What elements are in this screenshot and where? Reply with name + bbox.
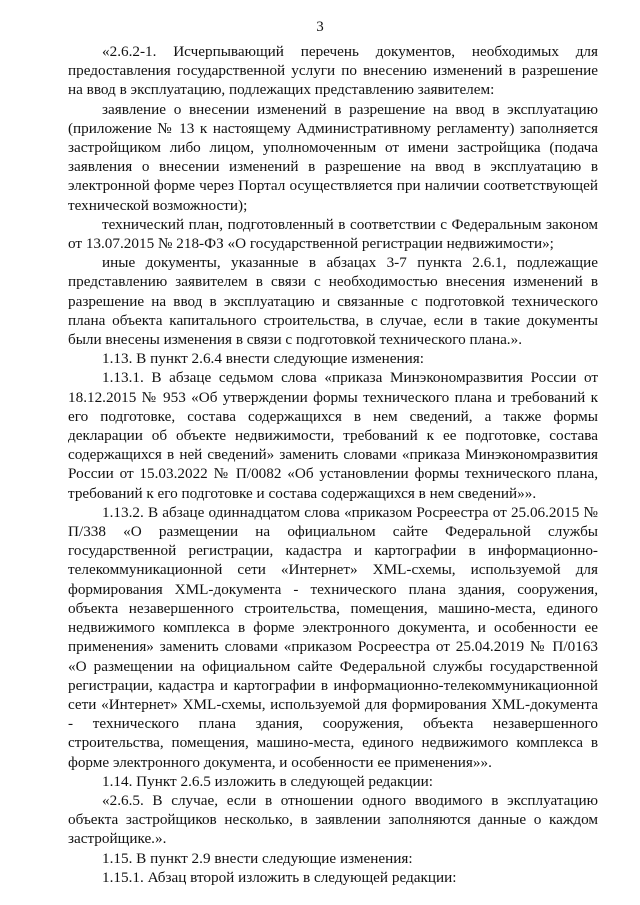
paragraph-1-15-1: 1.15.1. Абзац второй изложить в следующей редакции: <box>102 868 457 886</box>
paragraph-1-15: 1.15. В пункт 2.9 внести следующие изменения: <box>102 849 413 867</box>
paragraph-technical-plan: технический план, подготовленный в соответствии с Федеральным законом от 13.07.2015 № 218-ФЗ «О государственной регистрации недвижимости»; <box>68 215 598 253</box>
paragraph-other-documents: иные документы, указанные в абзацах 3-7 пункта 2.6.1, подлежащие представлению заявителем в связи с необходимостью внесения изменений в разрешение на ввод в эксплуатацию и связанные с подготовкой технического плана объекта капитального строительства, в случае, если в такие документы были внесены изменения в связи с подготовкой технического плана.». <box>68 254 598 349</box>
paragraph-1-13-2: 1.13.2. В абзаце одиннадцатом слова «приказом Росреестра от 25.06.2015 № П/338 «О размещении на официальном сайте Федеральной службы государственной регистрации, кадастра и картографии в информационно-телекоммуникационной сети «Интернет» XML-схемы, используемой для формирования XML-документа - технического плана здания, сооружения, объекта незавершенного строительства, помещения, машино-места, единого недвижимого комплекса в форме электронного документа, и особенности ее применения» заменить словами «приказом Росреестра от 25.04.2019 № П/0163 «О размещении на официальном сайте Федеральной службы государственной регистрации, кадастра и картографии в информационно-телекоммуникационной сети «Интернет» XML-схемы, используемой для формирования XML-документа - технического плана здания, сооружения, объекта незавершенного строительства, помещения, машино-места, единого недвижимого комплекса в форме электронного документа, и особенности ее применения»». <box>68 503 598 771</box>
document-body <box>68 42 598 887</box>
paragraph-application: заявление о внесении изменений в разрешение на ввод в эксплуатацию (приложение № 13 к настоящему Административному регламенту) заполняется застройщиком либо лицом, уполномоченным от имени застройщика (подача заявления о внесении изменений в разрешение на ввод в эксплуатацию в электронной форме через Портал осуществляется при наличии соответствующей технической возможности); <box>68 100 598 214</box>
paragraph-2-6-2-1-heading: «2.6.2-1. Исчерпывающий перечень документов, необходимых для предоставления государственной услуги по внесению изменений в разрешение на ввод в эксплуатацию, подлежащих представлению заявителем: <box>68 43 598 99</box>
page-number: 3 <box>316 19 324 35</box>
paragraph-1-13: 1.13. В пункт 2.6.4 внести следующие изменения: <box>102 350 424 368</box>
paragraph-2-6-5: «2.6.5. В случае, если в отношении одного вводимого в эксплуатацию объекта застройщиков несколько, в заявлении заполняются данные о каждом застройщике.». <box>68 791 598 848</box>
paragraph-1-13-1: 1.13.1. В абзаце седьмом слова «приказа Минэкономразвития России от 18.12.2015 № 953 «Об утверждении формы технического плана и требований к его подготовке, состава содержащихся в нем сведений, а также формы декларации об объекте недвижимости, требований к ее подготовке, состава содержащихся в ней сведений» заменить словами «приказа Минэкономразвития России от 15.03.2022 № П/0082 «Об установлении формы технического плана, требований к его подготовке и состава содержащихся в нем сведений»». <box>68 369 598 502</box>
paragraph-1-14: 1.14. Пункт 2.6.5 изложить в следующей редакции: <box>102 772 433 790</box>
